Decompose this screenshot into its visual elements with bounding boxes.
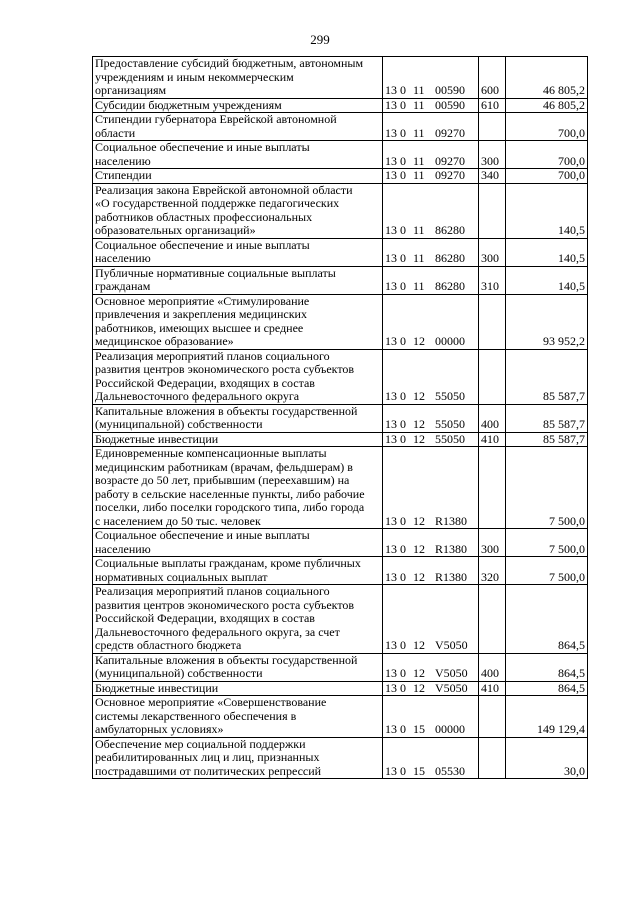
code-segment: 00590 <box>435 83 465 97</box>
amount-cell: 700,0 <box>506 113 588 141</box>
table-row <box>93 169 588 184</box>
item-name-line: Социальное обеспечение и иные выплаты <box>95 528 310 542</box>
code-segment: 0 <box>400 666 406 680</box>
item-name-line: Основное мероприятие «Совершенствование <box>95 695 327 709</box>
code-segment: 15 <box>413 763 425 778</box>
item-name-line: организациям <box>95 83 167 97</box>
item-name-line: развития центров экономического роста субъектов <box>95 362 355 376</box>
item-name-line: привлечения и закрепления медицинских <box>95 307 307 321</box>
target-article-code-cell <box>383 653 479 681</box>
item-name-cell <box>93 737 383 779</box>
item-name-line: Единовременные компенсационные выплаты <box>95 446 327 460</box>
expense-type-cell: 610 <box>479 98 506 113</box>
item-name-line: пострадавшими от политических репрессий <box>95 763 322 778</box>
item-name-line: возрасте до 50 лет, прибывшим (переехавшим) на <box>95 473 350 487</box>
amount-cell: 864,5 <box>506 681 588 696</box>
item-name-line: учреждениям и иным некоммерческим <box>95 69 294 84</box>
code-segment: V5050 <box>435 681 468 695</box>
code-segment: 13 <box>385 722 397 736</box>
code-segment: 0 <box>400 279 406 293</box>
target-article-code-cell <box>383 432 479 447</box>
code-segment: 12 <box>413 638 425 652</box>
budget-table <box>92 56 588 779</box>
expense-type-cell: 410 <box>479 681 506 696</box>
code-segment: 13 <box>385 125 397 140</box>
item-name-cell <box>93 681 383 696</box>
item-name-line: работников областных профессиональных <box>95 209 313 224</box>
code-segment: 0 <box>400 125 406 140</box>
code-segment: 13 <box>385 432 397 446</box>
item-name-line: Реализация мероприятий планов социального <box>95 349 330 363</box>
target-article-code-cell <box>383 447 479 529</box>
code-segment: 11 <box>413 125 425 140</box>
code-segment: 13 <box>385 334 397 348</box>
item-name-cell <box>93 294 383 349</box>
code-segment: 12 <box>413 666 425 680</box>
item-name-line: населению <box>95 153 151 168</box>
code-segment: 0 <box>400 541 406 556</box>
item-name-line: Социальные выплаты гражданам, кроме публичных <box>95 556 361 570</box>
item-name-line: работу в сельские населенные пункты, либо рабочие <box>95 486 365 501</box>
code-segment: 0 <box>400 417 406 431</box>
code-segment: 0 <box>400 251 406 265</box>
item-name-line: Дальневосточного федерального округа <box>95 389 300 403</box>
code-segment: 11 <box>413 251 425 265</box>
code-segment: 13 <box>385 389 397 403</box>
item-name-cell <box>93 585 383 654</box>
code-segment: 12 <box>413 681 425 695</box>
amount-cell: 7 500,0 <box>506 557 588 585</box>
target-article-code-cell <box>383 141 479 169</box>
table-row <box>93 238 588 266</box>
amount-cell: 85 587,7 <box>506 349 588 404</box>
code-segment: 13 <box>385 569 397 584</box>
code-segment: 13 <box>385 251 397 265</box>
expense-type-cell: 600 <box>479 57 506 99</box>
expense-type-cell <box>479 294 506 349</box>
target-article-code-cell <box>383 169 479 184</box>
item-name-line: Публичные нормативные социальные выплаты <box>95 266 336 280</box>
expense-type-cell: 400 <box>479 653 506 681</box>
code-segment: 12 <box>413 389 425 403</box>
item-name-line: Российской Федерации, входящих в состав <box>95 375 315 390</box>
code-segment: R1380 <box>435 513 468 528</box>
expense-type-cell: 320 <box>479 557 506 585</box>
item-name-line: Социальное обеспечение и иные выплаты <box>95 238 310 252</box>
item-name-line: образовательных организаций» <box>95 223 256 237</box>
item-name-line: поселки, либо поселки городского типа, либо города <box>95 500 365 514</box>
item-name-line: Стипендии <box>95 168 152 182</box>
item-name-line: «О государственной поддержке педагогических <box>95 196 340 210</box>
item-name-line: Бюджетные инвестиции <box>95 681 219 695</box>
code-segment: 0 <box>400 569 406 584</box>
table-row <box>93 585 588 654</box>
item-name-line: реабилитированных лиц и лиц, признанных <box>95 750 320 764</box>
code-segment: 00000 <box>435 722 465 736</box>
code-segment: R1380 <box>435 569 468 584</box>
expense-type-cell <box>479 183 506 238</box>
amount-cell: 140,5 <box>506 266 588 294</box>
item-name-line: области <box>95 125 136 140</box>
table-row <box>93 696 588 738</box>
target-article-code-cell <box>383 696 479 738</box>
expense-type-cell <box>479 696 506 738</box>
code-segment: 13 <box>385 666 397 680</box>
expense-type-cell <box>479 737 506 779</box>
table-row <box>93 447 588 529</box>
table-row <box>93 404 588 432</box>
code-segment: 09270 <box>435 168 465 182</box>
target-article-code-cell <box>383 529 479 557</box>
target-article-code-cell <box>383 294 479 349</box>
item-name-line: (муниципальной) собственности <box>95 417 263 431</box>
item-name-line: Дальневосточного федерального округа, за счет <box>95 624 340 639</box>
item-name-line: Российской Федерации, входящих в состав <box>95 611 315 625</box>
code-segment: 11 <box>413 279 425 293</box>
code-segment: 13 <box>385 279 397 293</box>
item-name-line: с населением до 50 тыс. человек <box>95 513 261 528</box>
target-article-code-cell <box>383 238 479 266</box>
code-segment: 12 <box>413 569 425 584</box>
code-segment: 0 <box>400 223 406 237</box>
table-row <box>93 57 588 99</box>
table-row <box>93 529 588 557</box>
item-name-line: Реализация мероприятий планов социального <box>95 584 330 598</box>
item-name-line: Капитальные вложения в объекты государственной <box>95 404 358 418</box>
code-segment: 13 <box>385 153 397 168</box>
item-name-line: средств областного бюджета <box>95 638 242 652</box>
amount-cell: 7 500,0 <box>506 529 588 557</box>
table-row <box>93 432 588 447</box>
item-name-cell <box>93 653 383 681</box>
item-name-cell <box>93 432 383 447</box>
item-name-line: Капитальные вложения в объекты государственной <box>95 653 358 667</box>
item-name-cell <box>93 266 383 294</box>
amount-cell: 149 129,4 <box>506 696 588 738</box>
item-name-line: Бюджетные инвестиции <box>95 432 219 446</box>
amount-cell: 30,0 <box>506 737 588 779</box>
code-segment: 0 <box>400 763 406 778</box>
amount-cell: 85 587,7 <box>506 432 588 447</box>
code-segment: 55050 <box>435 389 465 403</box>
amount-cell: 864,5 <box>506 653 588 681</box>
code-segment: 11 <box>413 153 425 168</box>
item-name-line: работников, имеющих высшее и среднее <box>95 320 304 335</box>
item-name-line: гражданам <box>95 279 151 293</box>
code-segment: V5050 <box>435 666 468 680</box>
item-name-cell <box>93 696 383 738</box>
code-segment: 13 <box>385 98 397 112</box>
item-name-line: Обеспечение мер социальной поддержки <box>95 737 306 751</box>
item-name-line: амбулаторных условиях» <box>95 722 224 736</box>
code-segment: 0 <box>400 83 406 97</box>
item-name-cell <box>93 404 383 432</box>
amount-cell: 864,5 <box>506 585 588 654</box>
code-segment: R1380 <box>435 541 468 556</box>
code-segment: 13 <box>385 513 397 528</box>
code-segment: 0 <box>400 681 406 695</box>
item-name-cell <box>93 57 383 99</box>
code-segment: 0 <box>400 513 406 528</box>
target-article-code-cell <box>383 557 479 585</box>
code-segment: 86280 <box>435 279 465 293</box>
target-article-code-cell <box>383 183 479 238</box>
code-segment: 12 <box>413 417 425 431</box>
table-row <box>93 681 588 696</box>
target-article-code-cell <box>383 266 479 294</box>
amount-cell: 85 587,7 <box>506 404 588 432</box>
table-row <box>93 737 588 779</box>
code-segment: 86280 <box>435 223 465 237</box>
amount-cell: 46 805,2 <box>506 98 588 113</box>
table-row <box>93 557 588 585</box>
target-article-code-cell <box>383 737 479 779</box>
target-article-code-cell <box>383 57 479 99</box>
amount-cell: 140,5 <box>506 238 588 266</box>
amount-cell: 7 500,0 <box>506 447 588 529</box>
expense-type-cell <box>479 585 506 654</box>
item-name-line: населению <box>95 541 151 556</box>
page-number: 299 <box>310 32 330 47</box>
expense-type-cell <box>479 113 506 141</box>
code-segment: 13 <box>385 541 397 556</box>
item-name-line: населению <box>95 251 151 265</box>
expense-type-cell <box>479 349 506 404</box>
code-segment: 0 <box>400 432 406 446</box>
code-segment: 00590 <box>435 98 465 112</box>
code-segment: 12 <box>413 334 425 348</box>
expense-type-cell: 300 <box>479 529 506 557</box>
expense-type-cell: 310 <box>479 266 506 294</box>
item-name-line: Субсидии бюджетным учреждениям <box>95 98 282 112</box>
code-segment: 13 <box>385 168 397 182</box>
table-row <box>93 98 588 113</box>
amount-cell: 46 805,2 <box>506 57 588 99</box>
table-row <box>93 266 588 294</box>
code-segment: 13 <box>385 638 397 652</box>
code-segment: 55050 <box>435 417 465 431</box>
code-segment: 11 <box>413 83 425 97</box>
item-name-line: системы лекарственного обеспечения в <box>95 708 297 723</box>
code-segment: 13 <box>385 681 397 695</box>
code-segment: 15 <box>413 722 425 736</box>
target-article-code-cell <box>383 404 479 432</box>
code-segment: 09270 <box>435 153 465 168</box>
code-segment: 00000 <box>435 334 465 348</box>
item-name-line: медицинское образование» <box>95 334 234 348</box>
table-row <box>93 294 588 349</box>
table-row <box>93 113 588 141</box>
code-segment: 13 <box>385 417 397 431</box>
item-name-cell <box>93 141 383 169</box>
code-segment: 13 <box>385 223 397 237</box>
code-segment: 0 <box>400 722 406 736</box>
item-name-cell <box>93 169 383 184</box>
item-name-cell <box>93 98 383 113</box>
item-name-cell <box>93 238 383 266</box>
item-name-line: медицинским работникам (врачам, фельдшерам) в <box>95 459 353 474</box>
code-segment: 13 <box>385 83 397 97</box>
item-name-line: нормативных социальных выплат <box>95 569 268 584</box>
code-segment: 0 <box>400 638 406 652</box>
item-name-line: Предоставление субсидий бюджетным, автономным <box>95 56 364 70</box>
target-article-code-cell <box>383 585 479 654</box>
table-row <box>93 349 588 404</box>
expense-type-cell: 300 <box>479 141 506 169</box>
amount-cell: 700,0 <box>506 141 588 169</box>
code-segment: 12 <box>413 432 425 446</box>
expense-type-cell: 300 <box>479 238 506 266</box>
budget-table-body <box>93 57 588 779</box>
item-name-cell <box>93 529 383 557</box>
amount-cell: 93 952,2 <box>506 294 588 349</box>
code-segment: 0 <box>400 98 406 112</box>
table-row <box>93 183 588 238</box>
target-article-code-cell <box>383 681 479 696</box>
code-segment: 0 <box>400 168 406 182</box>
item-name-cell <box>93 349 383 404</box>
item-name-line: (муниципальной) собственности <box>95 666 263 680</box>
item-name-cell <box>93 183 383 238</box>
code-segment: 12 <box>413 541 425 556</box>
target-article-code-cell <box>383 349 479 404</box>
expense-type-cell: 410 <box>479 432 506 447</box>
code-segment: 0 <box>400 153 406 168</box>
code-segment: 13 <box>385 763 397 778</box>
item-name-line: Реализация закона Еврейской автономной области <box>95 183 353 197</box>
code-segment: 11 <box>413 98 425 112</box>
amount-cell: 700,0 <box>506 169 588 184</box>
item-name-line: Стипендии губернатора Еврейской автономной <box>95 112 337 126</box>
code-segment: V5050 <box>435 638 468 652</box>
target-article-code-cell <box>383 113 479 141</box>
code-segment: 0 <box>400 389 406 403</box>
code-segment: 05530 <box>435 763 465 778</box>
item-name-cell <box>93 447 383 529</box>
item-name-line: развития центров экономического роста субъектов <box>95 597 355 612</box>
item-name-cell <box>93 557 383 585</box>
code-segment: 11 <box>413 223 425 237</box>
code-segment: 86280 <box>435 251 465 265</box>
code-segment: 12 <box>413 513 425 528</box>
code-segment: 0 <box>400 334 406 348</box>
expense-type-cell <box>479 447 506 529</box>
code-segment: 09270 <box>435 125 465 140</box>
item-name-cell <box>93 113 383 141</box>
target-article-code-cell <box>383 98 479 113</box>
amount-cell: 140,5 <box>506 183 588 238</box>
item-name-line: Социальное обеспечение и иные выплаты <box>95 140 310 154</box>
expense-type-cell: 400 <box>479 404 506 432</box>
expense-type-cell: 340 <box>479 169 506 184</box>
item-name-line: Основное мероприятие «Стимулирование <box>95 294 310 308</box>
code-segment: 55050 <box>435 432 465 446</box>
table-row <box>93 653 588 681</box>
table-row <box>93 141 588 169</box>
code-segment: 11 <box>413 168 425 182</box>
